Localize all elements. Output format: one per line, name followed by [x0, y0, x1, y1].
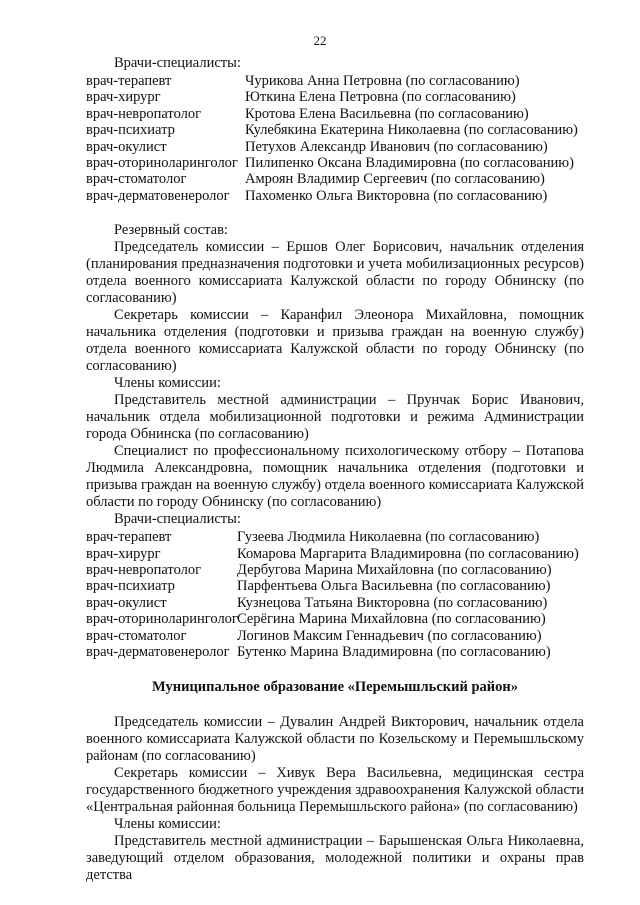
list-item — [86, 546, 584, 562]
section2-members-heading: Члены комиссии: — [114, 815, 221, 832]
specialists-heading: Врачи-специалисты: — [114, 55, 241, 71]
list-item — [86, 73, 584, 89]
reserve-chairman: Председатель комиссии – Ершов Олег Борисович, начальник отделения (планирования предназначения подготовки и учета мобилизационных ресурсов) отдела военного комиссариата Калужской области по городу Обнинску (по согласованию) — [86, 239, 584, 307]
specialists-list — [86, 73, 584, 204]
list-item — [86, 171, 584, 187]
section2-secretary: Секретарь комиссии – Хивук Вера Васильевна, медицинская сестра государственного бюджетного учреждения здравоохранения Калужской области «Центральная районная больница Перемышльского района» (по согласованию) — [86, 764, 584, 815]
specialist-name: Кротова Елена Васильевна (по согласованию) — [245, 105, 529, 122]
reserve-members-heading: Члены комиссии: — [114, 375, 221, 392]
list-item — [86, 188, 584, 204]
list-item — [86, 529, 584, 545]
specialist-name: Парфентьева Ольга Васильевна (по согласованию) — [237, 578, 551, 595]
specialist-role: врач-терапевт — [86, 73, 172, 89]
specialist-name: Амроян Владимир Сергеевич (по согласованию) — [245, 171, 545, 188]
specialist-role: врач-хирург — [86, 545, 161, 562]
specialist-name: Чурикова Анна Петровна (по согласованию) — [245, 73, 520, 89]
reserve-specialists-heading: Врачи-специалисты: — [114, 511, 241, 528]
list-item — [86, 578, 584, 594]
specialist-name: Кузнецова Татьяна Викторовна (по согласованию) — [237, 594, 548, 611]
reserve-psych-specialist: Специалист по профессиональному психологическому отбору – Потапова Людмила Александровна, помощник начальника отделения (подготовки и призыва граждан на военную службу) отдела военного комиссариата Калужской области по городу Обнинску (по согласованию) — [86, 443, 584, 511]
specialist-name: Петухов Александр Иванович (по согласованию) — [245, 138, 548, 155]
specialist-role: врач-дерматовенеролог — [86, 644, 230, 661]
list-item — [86, 611, 584, 627]
page-number: 22 — [313, 33, 327, 48]
list-item — [86, 139, 584, 155]
list-item — [86, 155, 584, 171]
reserve-specialists-list — [86, 529, 584, 660]
specialist-role: врач-хирург — [86, 89, 161, 106]
list-item — [86, 562, 584, 578]
specialist-name: Дербугова Марина Михайловна (по согласованию) — [237, 562, 552, 579]
section2-admin-rep: Представитель местной администрации – Барышенская Ольга Николаевна, заведующий отделом образования, молодежной политики и охраны прав детства — [86, 832, 584, 883]
specialist-name: Пахоменко Ольга Викторовна (по согласованию) — [245, 187, 548, 204]
reserve-admin-rep: Представитель местной администрации – Прунчак Борис Иванович, начальник отдела мобилизационной подготовки и режима Администрации города Обнинска (по согласованию) — [86, 392, 584, 443]
section-title: Муниципальное образование «Перемышльский район» — [151, 678, 518, 695]
specialist-name: Комарова Маргарита Владимировна (по согласованию) — [237, 545, 579, 562]
list-item — [86, 122, 584, 138]
reserve-secretary: Секретарь комиссии – Каранфил Элеонора Михайловна, помощник начальника отделения (подготовки и призыва граждан на военную службу) отдела военного комиссариата Калужской области по городу Обнинску (по согласованию) — [86, 307, 584, 375]
specialist-role: врач-дерматовенеролог — [86, 187, 230, 204]
specialist-name: Юткина Елена Петровна (по согласованию) — [245, 89, 516, 106]
specialist-role: врач-невропатолог — [86, 562, 202, 579]
specialist-role: врач-терапевт — [86, 529, 172, 546]
specialist-role: врач-психиатр — [86, 122, 175, 139]
list-item — [86, 644, 584, 660]
specialist-name: Гузеева Людмила Николаевна (по согласованию) — [237, 529, 540, 546]
specialist-name: Пилипенко Оксана Владимировна (по согласованию) — [245, 155, 574, 172]
specialist-role: врач-стоматолог — [86, 171, 187, 188]
specialist-role: врач-психиатр — [86, 578, 175, 595]
specialist-name: Бутенко Марина Владимировна (по согласованию) — [237, 644, 551, 661]
specialist-role: врач-невропатолог — [86, 105, 202, 122]
section2-chairman: Председатель комиссии – Дувалин Андрей Викторович, начальник отдела военного комиссариата Калужской области по Козельскому и Перемышльскому районам (по согласованию) — [86, 713, 584, 764]
specialist-name: Кулебякина Екатерина Николаевна (по согласованию) — [245, 122, 578, 139]
list-item — [86, 628, 584, 644]
specialist-role: врач-оториноларинголог — [86, 155, 238, 172]
list-item — [86, 595, 584, 611]
document-content — [86, 55, 584, 884]
specialist-role: врач-окулист — [86, 138, 167, 155]
specialist-role: врач-оториноларинголог — [86, 611, 238, 628]
specialist-name: Логинов Максим Геннадьевич (по согласованию) — [237, 627, 542, 644]
specialist-role: врач-стоматолог — [86, 627, 187, 644]
specialist-name: Серёгина Марина Михайловна (по согласованию) — [237, 611, 546, 628]
reserve-heading: Резервный состав: — [114, 222, 228, 239]
list-item — [86, 106, 584, 122]
specialist-role: врач-окулист — [86, 594, 167, 611]
list-item — [86, 89, 584, 105]
